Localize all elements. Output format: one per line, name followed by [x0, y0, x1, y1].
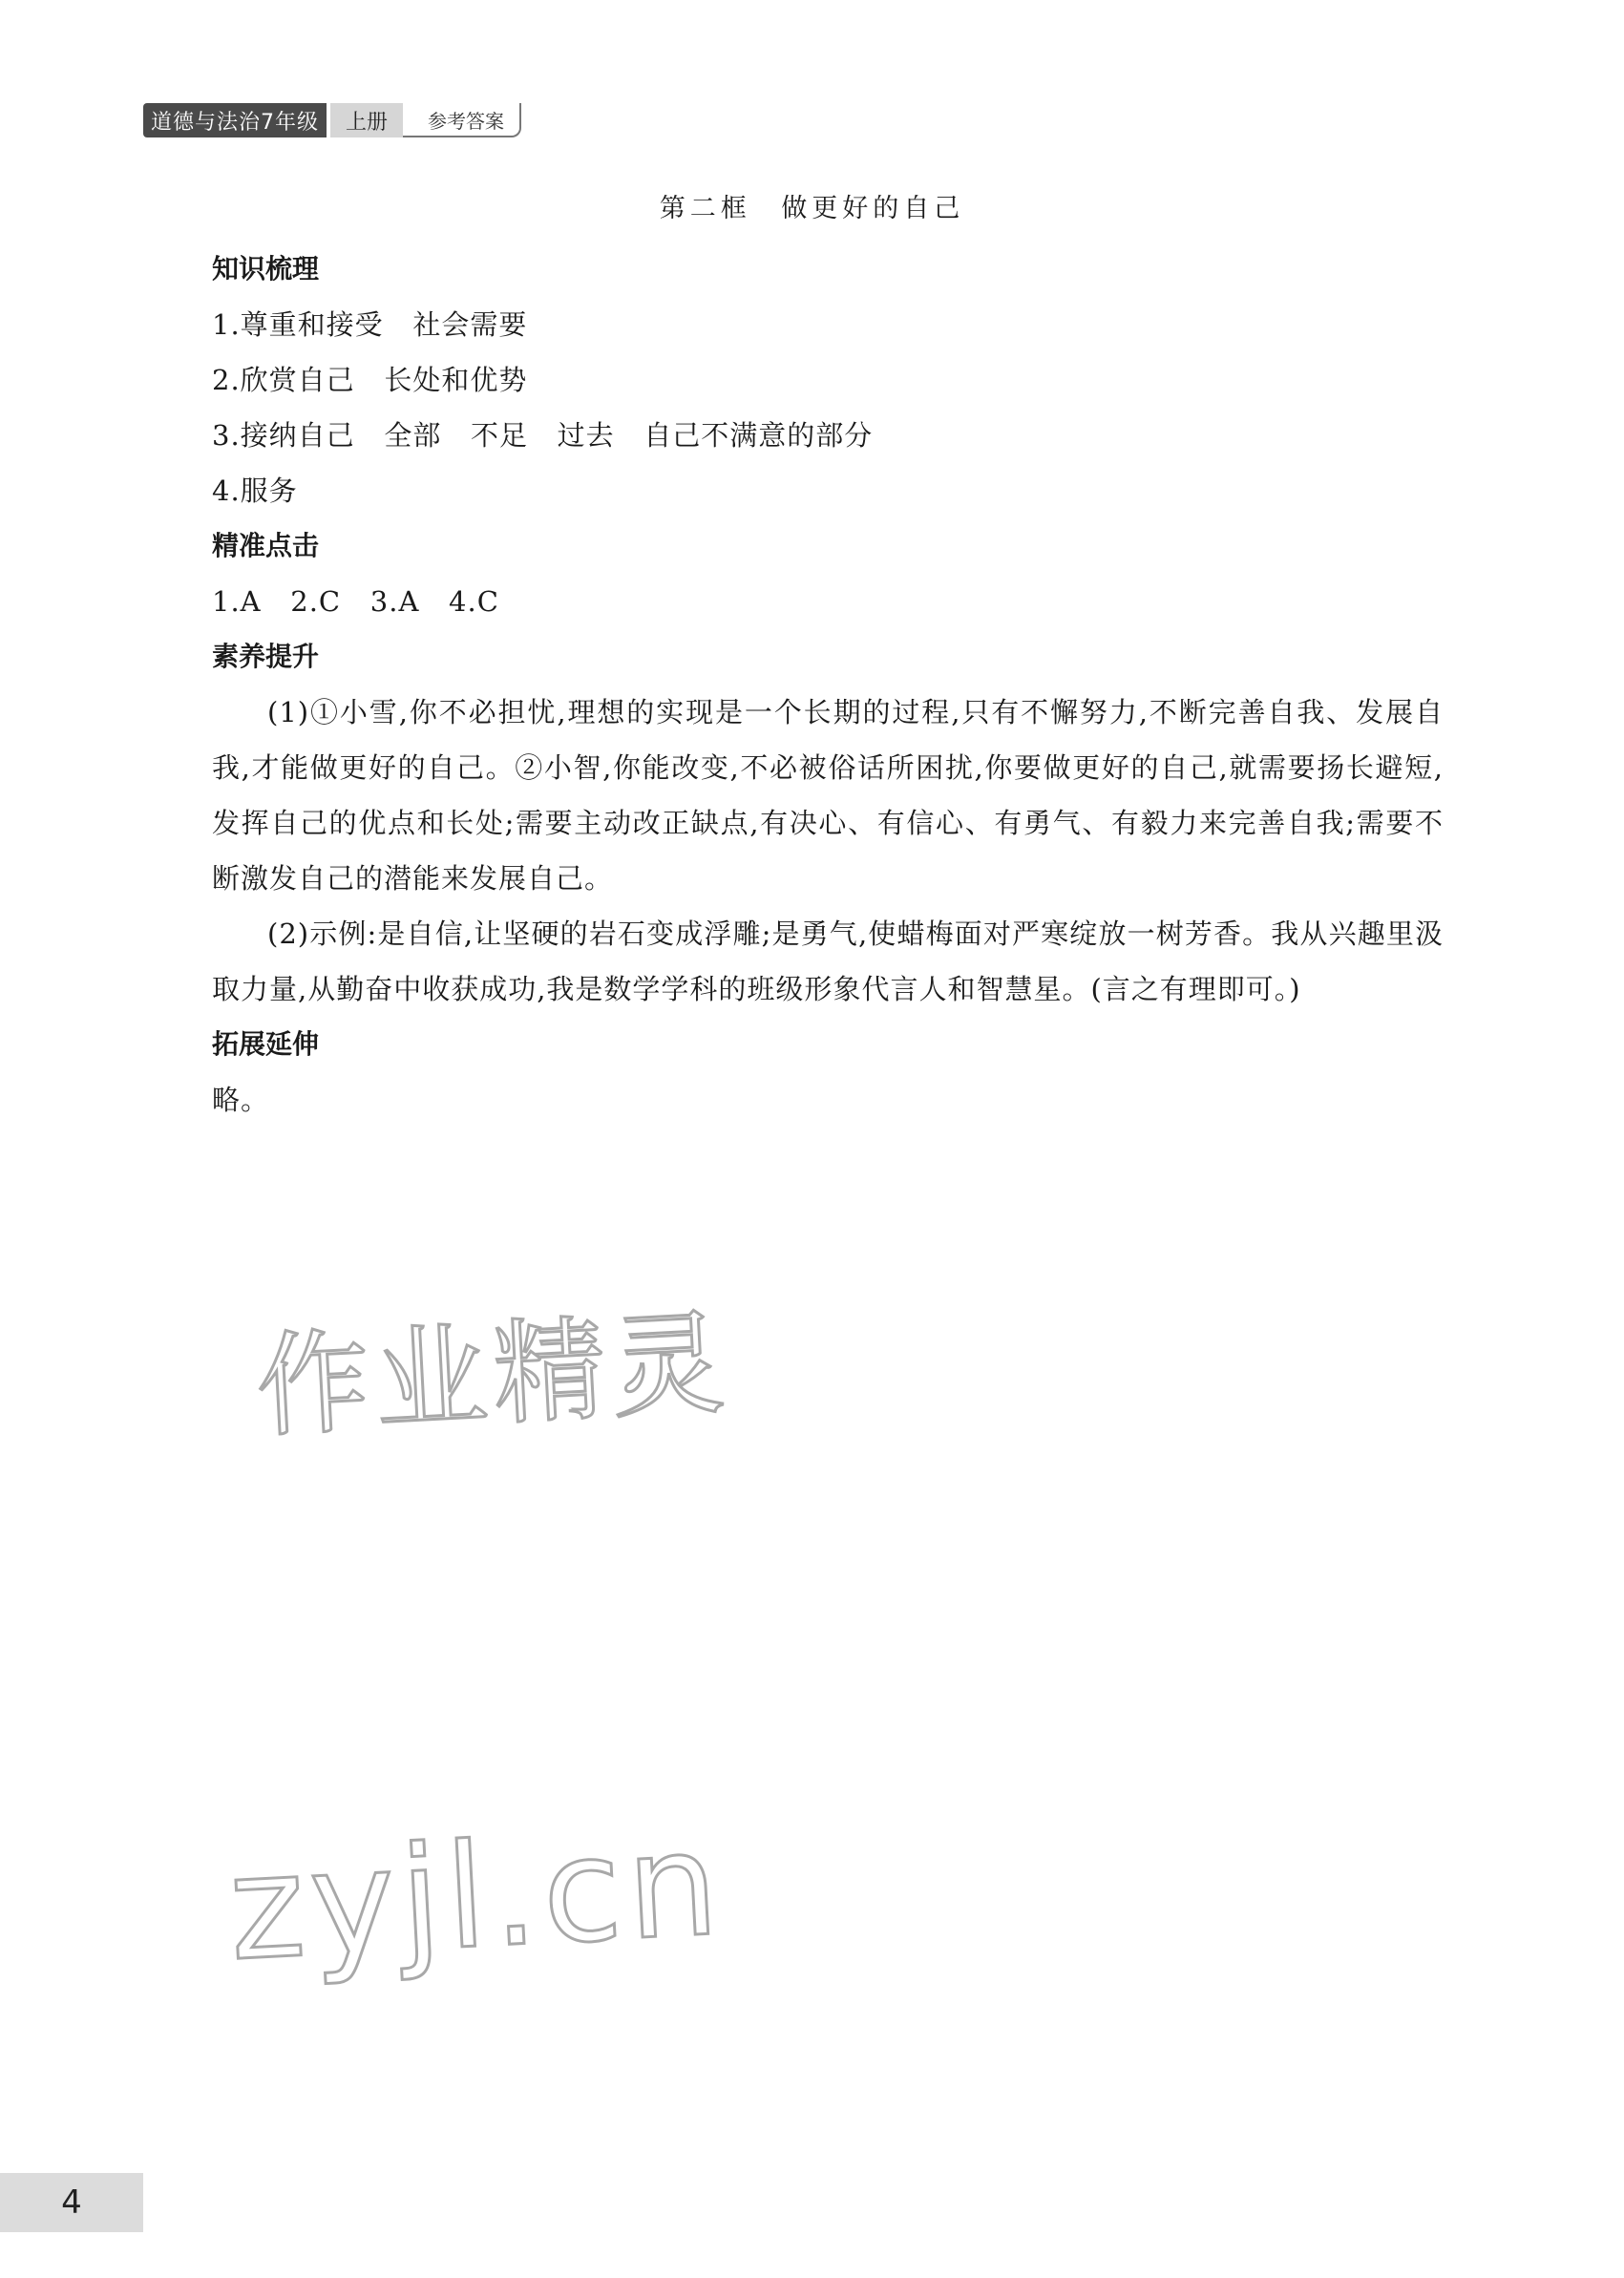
- literacy-paragraph-1: (1)①小雪,你不必担忧,理想的实现是一个长期的过程,只有不懈努力,不断完善自我、发展自我,才能做更好的自己。②小智,你能改变,不必被俗话所困扰,你要做更好的自己,就需要扬长避短,发挥自己的优点和长处;需要主动改正缺点,有决心、有信心、有勇气、有毅力来完善自我;需要不断激发自己的潜能来发展自己。: [212, 696, 1444, 895]
- heading-knowledge: 知识梳理: [212, 253, 320, 285]
- knowledge-item: 1.尊重和接受 社会需要: [212, 308, 528, 341]
- header-tag: 参考答案: [403, 103, 521, 137]
- heading-literacy: 素养提升: [212, 641, 320, 672]
- extension-text: 略。: [212, 1084, 270, 1116]
- header-volume: 上册: [330, 103, 403, 137]
- knowledge-item: 3.接纳自己 全部 不足 过去 自己不满意的部分: [212, 419, 874, 452]
- watermark-url: zyjl.cn: [224, 1801, 728, 1993]
- knowledge-item: 4.服务: [212, 475, 298, 507]
- watermark-logo: 作业精灵: [253, 1297, 733, 1453]
- knowledge-item: 2.欣赏自己 长处和优势: [212, 364, 528, 396]
- section-title: 第二框 做更好的自己: [659, 194, 965, 223]
- page-header: [143, 103, 521, 137]
- precise-answers: 1.A 2.C 3.A 4.C: [212, 585, 499, 618]
- answer-content: [212, 242, 1444, 1128]
- page-number: 4: [0, 2173, 143, 2232]
- header-subject: 道德与法治7年级: [143, 103, 327, 137]
- literacy-paragraph-2: (2)示例:是自信,让坚硬的岩石变成浮雕;是勇气,使蜡梅面对严寒绽放一树芳香。我从兴趣里汲取力量,从勤奋中收获成功,我是数学学科的班级形象代言人和智慧星。(言之有理即可。): [212, 918, 1444, 1005]
- heading-precise: 精准点击: [212, 530, 320, 561]
- heading-extension: 拓展延伸: [212, 1028, 320, 1060]
